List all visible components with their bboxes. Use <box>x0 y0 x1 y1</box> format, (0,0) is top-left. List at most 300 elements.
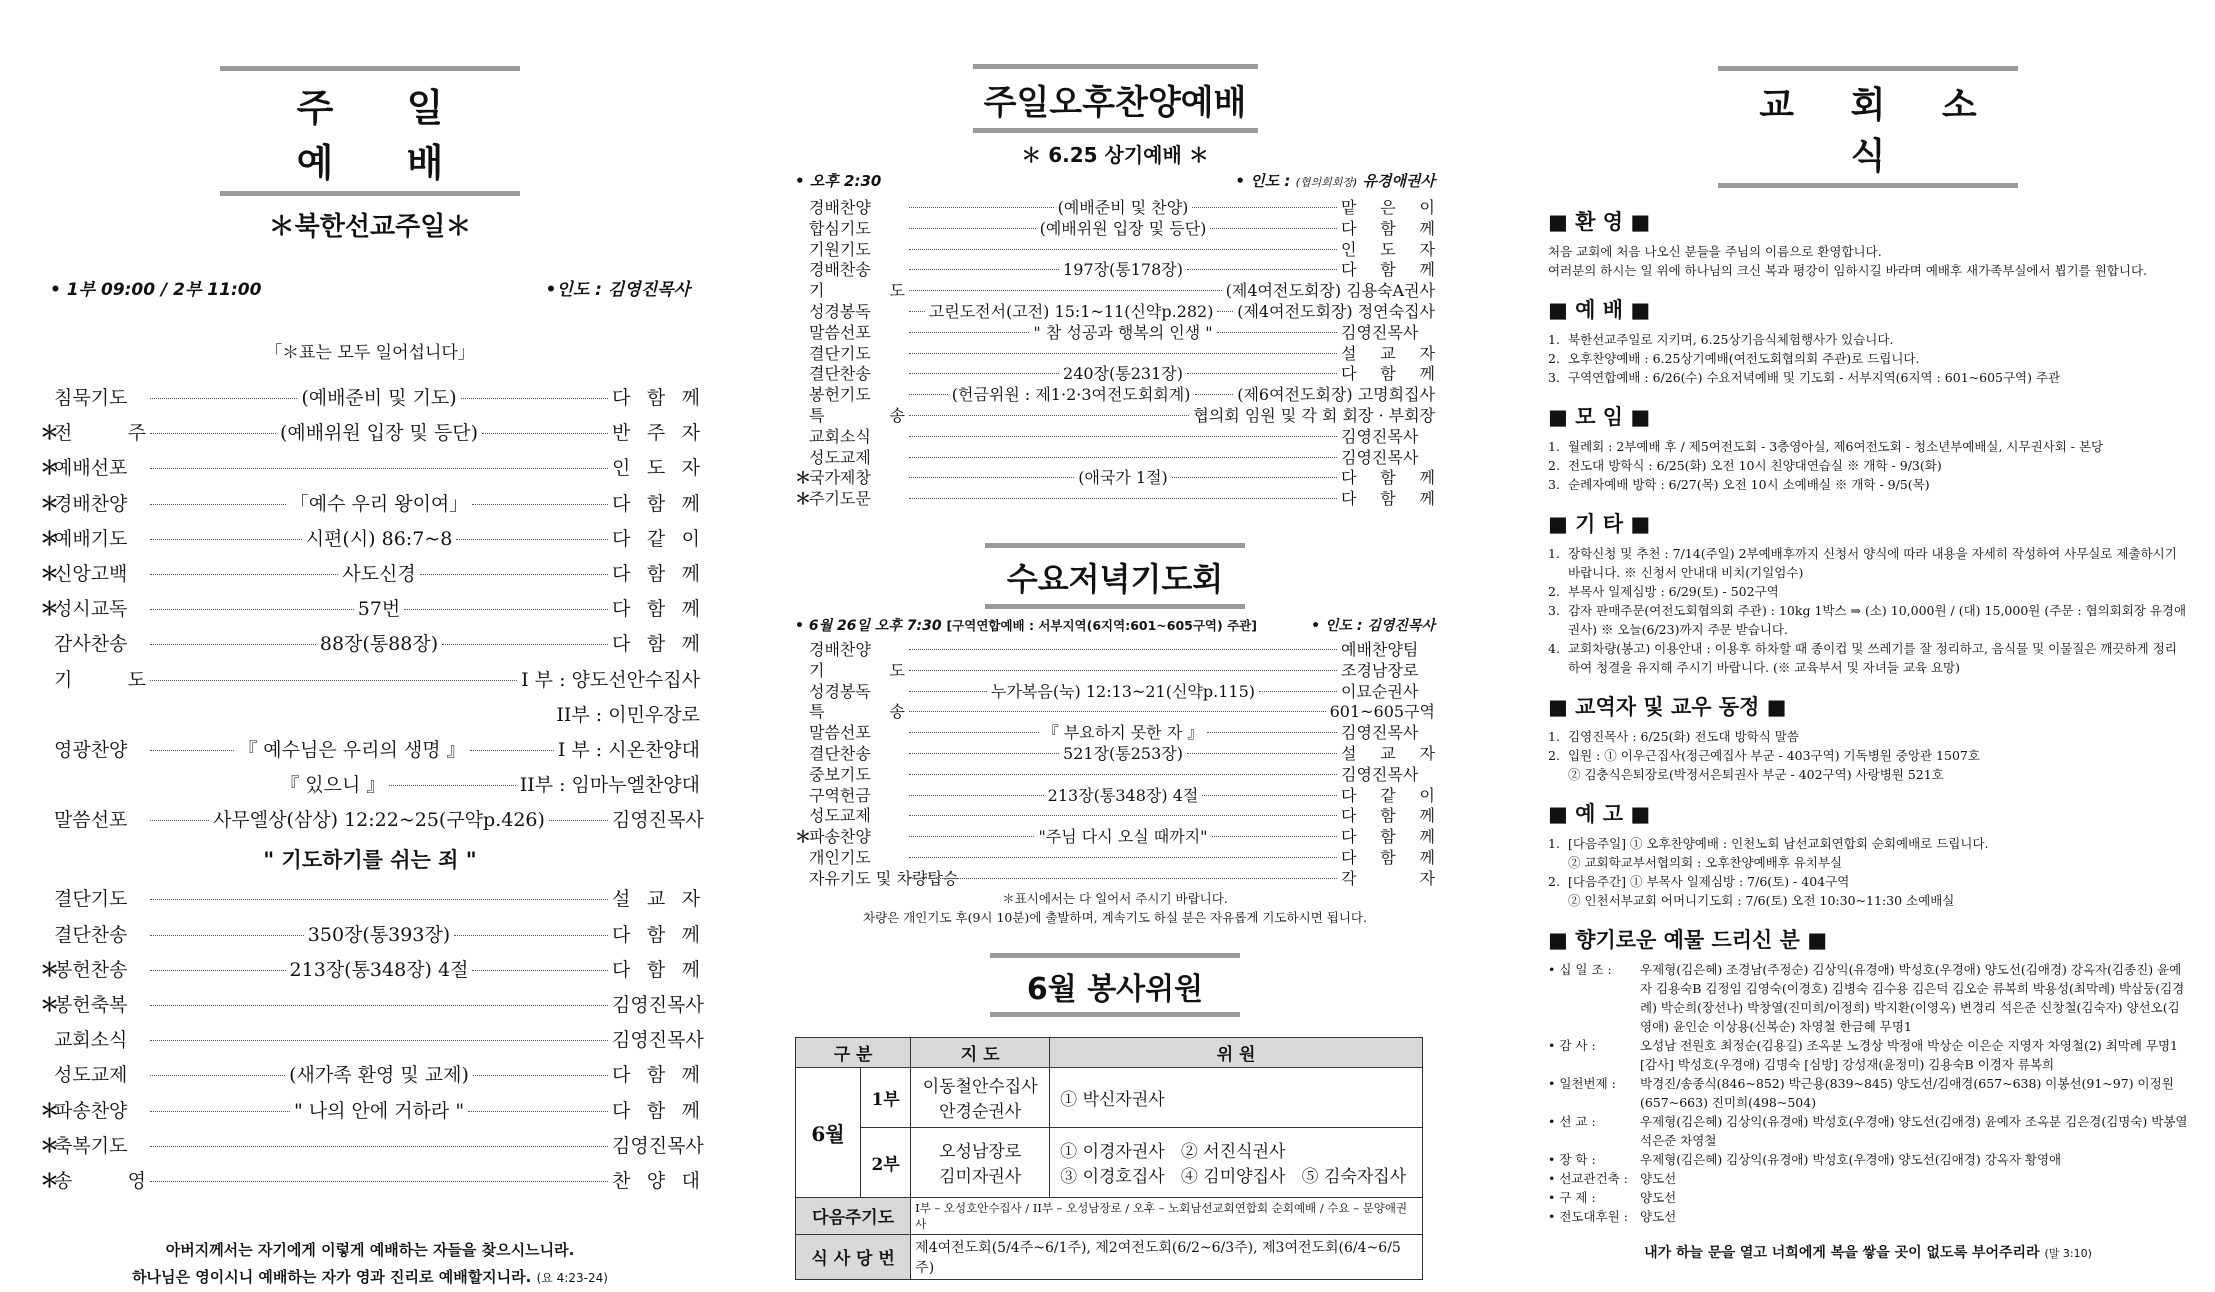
item-text: 박경진/송종식(846~852) 박근용(839~845) 양도선/김애경(657~638) 이봉선(91~97) 이정원(657~663) 진미희(498~504) <box>1640 1076 2174 1110</box>
leader-dots <box>1172 477 1337 478</box>
item-text: 전도대 방학식 : 6/25(화) 오전 10시 친양대연습실 ※ 개학 - 9/3(화) <box>1568 458 1942 473</box>
leader-dots <box>909 207 1054 208</box>
item-number: 1. <box>1548 729 1560 744</box>
leader-dots <box>549 820 608 821</box>
order-person: 김영진목사 <box>612 1134 704 1157</box>
order-label: 결단찬송 <box>809 743 871 763</box>
list-item <box>1548 368 2188 387</box>
stand-mark: ＊ <box>795 489 812 509</box>
leader-dots <box>1259 691 1337 692</box>
order-content: 「예수 우리 왕이여」 <box>289 492 469 515</box>
leader-dots <box>150 1005 608 1006</box>
order-row <box>40 1131 704 1166</box>
leader-dots <box>909 415 1189 416</box>
order-label: 특 송 <box>809 702 905 722</box>
leader-dots <box>909 753 1059 754</box>
item-text: 김영진목사 : 6/25(화) 전도대 방학식 말씀 <box>1568 729 1799 744</box>
order-person: II부 : 임마누엘찬양대 <box>519 774 701 797</box>
order-person: 설 교 자 <box>612 888 700 911</box>
order-person: 김영진목사 <box>1341 322 1419 342</box>
leader-dots <box>1187 269 1337 270</box>
leader-dots <box>909 457 1337 458</box>
order-content: 240장(통231장) <box>1063 364 1183 384</box>
table-row <box>796 1127 1423 1197</box>
order-person: 다 함 께 <box>612 923 701 946</box>
leader-dots <box>150 398 297 399</box>
leader-dots <box>909 732 1039 733</box>
leader-dots <box>150 609 354 610</box>
order-person: 다 함 께 <box>1341 468 1436 488</box>
notice-list <box>1548 834 2188 910</box>
order-content: " 나의 안에 거하라 " <box>293 1099 465 1122</box>
order-row <box>40 418 700 453</box>
item-text: 양도선 <box>1640 1171 1677 1186</box>
item-number: 1. <box>1548 439 1560 454</box>
item-number <box>1548 891 1568 910</box>
order-row <box>795 783 1435 804</box>
order-label: 봉헌찬송 <box>54 958 128 981</box>
order-person: 다 함 께 <box>612 562 701 585</box>
leader-dots <box>1202 795 1337 796</box>
leader-dots <box>909 249 1337 250</box>
offerings-list <box>1548 960 2188 1226</box>
item-number: 3. <box>1548 370 1560 385</box>
leader-dots <box>454 935 608 936</box>
order-row <box>40 805 704 840</box>
table-row <box>796 1234 1423 1279</box>
leader-dots <box>909 436 1337 437</box>
item-text: 감자 판매주문(여전도회협의회 주관) : 10kg 1박스 ⇒ (소) 10,000원 / (대) 15,000원 (주문 : 협의회회장 유경애권사) ※ 오늘(6/23)까지 주문 받습니다. <box>1568 603 2187 637</box>
list-item <box>1548 639 2188 677</box>
order-person: 반 주 자 <box>612 422 701 445</box>
order-person: 다 함 께 <box>612 633 700 656</box>
table-row <box>796 1197 1423 1234</box>
order-row <box>795 299 1435 320</box>
order-row <box>795 278 1435 299</box>
leader-dots <box>909 394 948 395</box>
item-text: 순례자예배 방학 : 6/27(목) 오전 10시 소예배실 ※ 개학 - 9/5(목) <box>1568 477 1930 492</box>
order-row <box>40 453 700 488</box>
staff-news-list <box>1548 727 2188 784</box>
order-content: 213장(통348장) 4절 <box>1047 785 1199 805</box>
part-2-lead-1: 오성남장로 <box>939 1142 1022 1163</box>
order-row <box>795 824 1435 845</box>
leader-dots <box>1210 228 1337 229</box>
column-church-news <box>1548 0 2188 1262</box>
order-row <box>40 770 700 805</box>
leader-dots <box>1187 753 1337 754</box>
order-person: 다 같 이 <box>1341 785 1435 805</box>
list-item <box>1548 727 2188 746</box>
meal-duty-label: 식 사 당 번 <box>796 1234 911 1279</box>
list-item <box>1548 872 2188 891</box>
order-person: 찬 양 대 <box>612 1169 700 1192</box>
list-item <box>1548 1036 2188 1074</box>
leader-dots <box>1217 311 1233 312</box>
order-row <box>795 195 1435 216</box>
order-row <box>795 424 1435 445</box>
next-week-value: I부 – 오성호안수집사 / II부 – 오성남장로 / 오후 – 노회남선교회연합회 순회예배 / 수요 – 문양애권사 <box>911 1197 1423 1234</box>
leader-dots <box>1192 207 1337 208</box>
item-text: 북한선교주일로 지키며, 6.25상기음식체험행사가 있습니다. <box>1568 332 1894 347</box>
sermon-title: " 기도하기를 쉬는 죄 " <box>263 848 477 873</box>
table-row <box>796 1067 1423 1127</box>
stand-mark: ＊ <box>40 994 60 1016</box>
leader-dots <box>150 574 338 575</box>
leader-dots <box>442 644 608 645</box>
sunday-meta <box>40 275 700 300</box>
list-item <box>1548 853 2188 872</box>
section-welcome: ■ 환 영 ■ <box>1548 210 1651 234</box>
leader-dots <box>1212 836 1337 837</box>
sunday-leader: •인도 : 김영진목사 <box>545 280 690 300</box>
order-label: 성경봉독 <box>809 301 871 321</box>
part-2-members-2: ③ 이경호집사 ④ 김미양집사 ⑤ 김숙자집사 <box>1060 1167 1407 1188</box>
item-text: ② 교회학교부서협의회 : 오후찬양예배후 유치부실 <box>1568 855 1843 870</box>
order-row <box>40 559 700 594</box>
order-row <box>795 658 1435 679</box>
order-person: 다 함 께 <box>612 387 701 409</box>
order-content: (예배준비 및 찬양) <box>1057 198 1189 217</box>
wednesday-notes <box>795 889 1435 927</box>
order-row <box>40 1096 700 1131</box>
order-person: 설 교 자 <box>1341 743 1435 763</box>
order-content: 사무엘상(삼상) 12:22~25(구약p.426) <box>213 809 545 832</box>
order-content: 57번 <box>357 598 401 621</box>
etc-list <box>1548 544 2188 677</box>
order-person: 다 함 께 <box>1341 364 1435 384</box>
item-text: 교회차량(봉고) 이용안내 : 이용후 하차할 때 종이컵 및 쓰레기를 잘 정리하고, 음식물 및 이물질은 깨끗하게 정리하여 청결을 유지해 주시기 바랍니다. (※ 교육부서 및 자녀들 교육 요망) <box>1568 641 2177 675</box>
leader-dots <box>1207 732 1337 733</box>
meal-duty-value: 제4여전도회(5/4주~6/1주), 제2여전도회(6/2~6/3주), 제3여전도회(6/4~6/5주) <box>911 1234 1423 1279</box>
item-text: 오후찬양예배 : 6.25상기예배(여전도회협의회 주관)로 드립니다. <box>1568 351 1920 366</box>
leader-dots <box>150 935 304 936</box>
item-number: 3. <box>1548 603 1560 618</box>
order-label: 결단찬송 <box>54 923 128 946</box>
leader-dots <box>909 269 1059 270</box>
order-content: (새가족 환영 및 교제) <box>289 1064 469 1087</box>
afternoon-subtitle: ＊ 6.25 상기예배 ＊ <box>1021 143 1209 167</box>
afternoon-leader-name: 유경애권사 <box>1362 172 1435 190</box>
order-label: 성도교제 <box>809 806 871 826</box>
leader-dots <box>150 1111 290 1112</box>
order-person: 다 함 께 <box>612 1064 700 1087</box>
leader-dots <box>909 774 1337 775</box>
order-person: 이묘순권사 <box>1341 681 1419 701</box>
item-text: 양도선 <box>1640 1209 1677 1224</box>
list-item <box>1548 765 2188 784</box>
part-1-lead-2: 안경순권사 <box>939 1102 1022 1123</box>
leader-dots <box>150 468 608 469</box>
part-1-cell: 1부 <box>861 1067 911 1127</box>
item-number: 2. <box>1548 874 1560 889</box>
leader-dots <box>420 574 608 575</box>
list-item <box>1548 544 2188 582</box>
order-content: (예배위원 입장 및 등단) <box>1039 218 1207 238</box>
order-person: 다 같 이 <box>612 527 701 550</box>
welcome-line-1: 처음 교회에 처음 나오신 분들을 주님의 이름으로 환영합니다. <box>1548 244 1882 259</box>
stand-mark: ＊ <box>40 1099 60 1122</box>
afternoon-leader <box>1235 170 1435 191</box>
order-row <box>40 920 700 955</box>
sunday-order-list-2 <box>40 884 704 1201</box>
item-number: 2. <box>1548 748 1560 763</box>
item-number: 2. <box>1548 351 1560 366</box>
item-text: ② 김충식은퇴장로(박정서은퇴권사 부군 - 402구역) 사랑병원 521호 <box>1568 767 1944 782</box>
order-person: (제4여전도회장) 정연숙집사 <box>1237 301 1436 321</box>
order-label: 특 송 <box>809 405 905 425</box>
item-number: 2. <box>1548 458 1560 473</box>
section-worship: ■ 예 배 ■ <box>1548 298 1651 322</box>
section-meetings: ■ 모 임 ■ <box>1548 405 1651 429</box>
order-row <box>40 594 700 629</box>
leader-dots <box>472 970 608 971</box>
order-person: 다 함 께 <box>612 1099 700 1122</box>
order-label: 경배찬양 <box>809 639 871 659</box>
order-label: 개인기도 <box>809 847 871 867</box>
order-label: 경배찬양 <box>809 198 871 217</box>
afternoon-leader-prefix: • 인도 : <box>1235 172 1296 190</box>
list-item <box>1548 746 2188 765</box>
order-person: 김영진목사 <box>1341 764 1419 784</box>
list-item <box>1548 834 2188 853</box>
order-row <box>795 762 1435 783</box>
item-text: 입원 : ① 이우근집사(정근예집사 부군 - 403구역) 기독병원 중앙관 1507호 <box>1568 748 1980 763</box>
list-item <box>1548 1169 2188 1188</box>
order-person: 김영진목사 <box>612 809 704 832</box>
leader-dots <box>150 820 209 821</box>
order-label: 중보기도 <box>809 764 871 784</box>
item-number: 4. <box>1548 641 1560 656</box>
worship-news-list <box>1548 330 2188 387</box>
church-news-title: 교 회 소 식 <box>1718 66 2018 188</box>
order-person: 협의회 임원 및 각 회 회장 · 부회장 <box>1193 405 1435 425</box>
order-label: 축복기도 <box>54 1134 128 1157</box>
stand-mark: ＊ <box>40 492 60 515</box>
order-row <box>40 1060 700 1095</box>
order-label: 구역헌금 <box>809 785 871 805</box>
order-label: 침묵기도 <box>54 387 128 409</box>
item-number: 2. <box>1548 584 1560 599</box>
leader-dots <box>909 477 1074 478</box>
order-row <box>795 465 1435 486</box>
order-row <box>795 445 1435 466</box>
order-label: 주기도문 <box>809 489 871 509</box>
item-number: • 감 사 : <box>1548 1038 1596 1053</box>
leader-dots <box>1187 373 1337 374</box>
stand-mark: ＊ <box>40 422 60 445</box>
order-row <box>40 665 700 700</box>
leader-dots <box>150 1040 608 1041</box>
part-2-lead <box>911 1127 1050 1197</box>
item-number: • 선교관건축 : <box>1548 1171 1628 1186</box>
list-item <box>1548 437 2188 456</box>
leader-dots <box>470 750 554 751</box>
stand-mark: ＊ <box>40 1169 60 1192</box>
order-row <box>795 741 1435 762</box>
leader-dots <box>473 1075 608 1076</box>
order-label: 예배선포 <box>54 457 128 480</box>
sunday-order-list <box>40 383 704 840</box>
leader-dots <box>909 373 1059 374</box>
leader-dots <box>404 609 608 610</box>
order-row <box>40 524 700 559</box>
order-label: 교회소식 <box>809 426 871 446</box>
wednesday-time-text: • 6월 26일 오후 7:30 <box>795 617 942 634</box>
order-content: 『 있으니 』 <box>280 774 386 797</box>
order-content: 고린도전서(고전) 15:1~11(신약p.282) <box>928 301 1214 321</box>
list-item <box>1548 475 2188 494</box>
order-label: 성도교제 <box>54 1064 128 1087</box>
order-content: (예배준비 및 기도) <box>301 387 457 409</box>
order-content: "주님 다시 오실 때까지" <box>1038 827 1208 847</box>
th-members: 위 원 <box>1050 1037 1423 1067</box>
item-number: • 십 일 조 : <box>1548 962 1612 977</box>
leader-dots <box>909 290 1222 291</box>
order-row <box>795 382 1435 403</box>
welcome-line-2: 여러분의 하시는 일 위에 하나님의 크신 복과 평강이 임하시길 바라며 예배후 새가족부실에서 뵙기를 원합니다. <box>1548 263 2148 278</box>
leader-dots <box>1217 332 1337 333</box>
leader-dots <box>909 878 1337 879</box>
verse-block <box>40 1237 700 1292</box>
list-item <box>1548 891 2188 910</box>
order-person: 다 함 께 <box>1341 806 1435 826</box>
item-text: 장학신청 및 추천 : 7/14(주일) 2부예배후까지 신청서 양식에 따라 내용을 자세히 작성하여 사무실로 제출하시기 바랍니다. ※ 신청서 안내대 비치(기일엄수) <box>1568 546 2177 580</box>
order-row <box>795 699 1435 720</box>
order-label: 합심기도 <box>809 218 871 238</box>
verse-line-2-text: 하나님은 영이시니 예배하는 자가 영과 진리로 예배할지니라. <box>132 1268 532 1287</box>
leader-dots <box>150 970 286 971</box>
stand-mark: ＊ <box>40 527 60 550</box>
item-text: 구역연합예배 : 6/26(수) 수요저녁예배 및 기도회 - 서부지역(6지역 : 601~605구역) 주관 <box>1568 370 2061 385</box>
order-row <box>795 257 1435 278</box>
order-row <box>40 990 704 1025</box>
leader-dots <box>150 539 302 540</box>
order-person: 김영진목사 <box>612 1029 704 1052</box>
leader-dots <box>150 899 608 900</box>
order-row <box>40 489 700 524</box>
order-label: 감사찬송 <box>54 633 128 656</box>
leader-dots <box>909 691 987 692</box>
stand-mark: ＊ <box>40 598 60 621</box>
order-row <box>795 216 1435 237</box>
order-person: 다 함 께 <box>1341 218 1436 238</box>
leader-dots <box>150 1181 608 1182</box>
section-offerings: ■ 향기로운 예물 드리신 분 ■ <box>1548 928 1828 952</box>
order-label: 결단기도 <box>54 888 128 911</box>
column-afternoon-worship <box>795 0 1435 1280</box>
stand-mark: ＊ <box>795 827 812 847</box>
part-1-members: ① 박신자권사 <box>1050 1067 1423 1127</box>
order-row <box>795 845 1435 866</box>
wednesday-union: [구역연합예배 : 서부지역(6지역:601~605구역) 주관] <box>946 617 1257 633</box>
order-row <box>795 720 1435 741</box>
order-person: 다 함 께 <box>1341 827 1435 847</box>
order-row <box>40 700 700 735</box>
item-number: • 구 제 : <box>1548 1190 1596 1205</box>
list-item <box>1548 1074 2188 1112</box>
order-label: 말씀선포 <box>54 809 128 832</box>
order-content: 521장(통253장) <box>1063 743 1183 763</box>
list-item <box>1548 582 2188 601</box>
order-label: 기원기도 <box>809 239 871 259</box>
order-row <box>40 955 700 990</box>
table-header-row <box>796 1037 1423 1067</box>
order-content: 사도신경 <box>342 562 416 585</box>
item-text: [다음주간] ① 부목사 일제심방 : 7/6(토) - 404구역 <box>1568 874 1850 889</box>
order-person: I 부 : 양도선안수집사 <box>521 668 700 691</box>
order-label: 경배찬양 <box>54 492 128 515</box>
leader-dots <box>389 785 515 786</box>
leader-dots <box>909 836 1034 837</box>
order-row <box>795 866 1435 887</box>
order-row <box>40 1025 704 1060</box>
leader-dots <box>909 795 1044 796</box>
order-label: 말씀선포 <box>809 723 871 743</box>
order-person: 예배찬양팀 <box>1341 639 1419 659</box>
item-number: 3. <box>1548 477 1560 492</box>
order-row <box>795 320 1435 341</box>
order-content: 『 부요하지 못한 자 』 <box>1042 723 1204 743</box>
item-text: 우제형(김은혜) 조경남(주정순) 김상익(유경애) 박성호(우경애) 양도선(김애경) 강옥자(김종진) 윤예자 김용숙B 김정임 김영숙(이경호) 김병숙 김수용 김은덕 김오순 류복희 박용성(최막례) 박삼둥(김경례) 박순희(장선나) 박창열(진미희/이정희) 박지환(이영옥) 변경리 석은준 신창철(김숙자) 양선오(김영애) 윤인순 이상용(신복순) 차영철 한금혜 무명1 <box>1640 962 2185 1034</box>
item-number: • 선 교 : <box>1548 1114 1596 1129</box>
order-label: 성경봉독 <box>809 681 871 701</box>
order-content: 누가복음(눅) 12:13~21(신약p.115) <box>991 681 1255 701</box>
wednesday-meta <box>795 615 1435 635</box>
order-content: 197장(통178장) <box>1063 260 1183 280</box>
leader-dots <box>909 857 1337 858</box>
order-label: 결단찬송 <box>809 364 871 384</box>
wednesday-note-2: 차량은 개인기도 후(9시 10분)에 출발하며, 계속기도 하실 분은 자유롭게 기도하시면 됩니다. <box>863 909 1367 925</box>
order-content: 213장(통348장) 4절 <box>289 958 469 981</box>
list-item <box>1548 960 2188 1036</box>
order-row <box>40 1166 700 1201</box>
order-label: 국가제창 <box>809 468 871 488</box>
order-person: (제6여전도회장) 고명희집사 <box>1237 385 1435 405</box>
order-person: 다 함 께 <box>1341 260 1435 280</box>
order-row <box>795 637 1435 658</box>
order-row <box>40 629 700 664</box>
order-row <box>795 361 1435 382</box>
afternoon-leader-role: (협의회회장) <box>1295 176 1358 189</box>
order-content: (애국가 1절) <box>1078 468 1168 488</box>
order-person: 김영진목사 <box>1341 426 1419 446</box>
order-row <box>795 403 1435 424</box>
item-number: 1. <box>1548 332 1560 347</box>
order-person: 김영진목사 <box>1341 723 1419 743</box>
order-label: 신앙고백 <box>54 562 128 585</box>
order-content: 350장(통393장) <box>307 923 451 946</box>
afternoon-meta <box>795 170 1435 191</box>
closing-verse-text: 내가 하늘 문을 열고 너희에게 복을 쌓을 곳이 없도록 부어주리라 <box>1644 1245 2040 1261</box>
stand-mark: ＊ <box>40 1134 60 1157</box>
list-item <box>1548 1188 2188 1207</box>
section-notice: ■ 예 고 ■ <box>1548 802 1651 826</box>
order-content: 88장(통88장) <box>319 633 439 656</box>
list-item <box>1548 601 2188 639</box>
order-label: 성시교독 <box>54 598 128 621</box>
part-2-members-1: ① 이경자권사 ② 서진식권사 <box>1060 1142 1286 1163</box>
sunday-worship-title: 주 일 예 배 <box>220 66 520 196</box>
section-etc: ■ 기 타 ■ <box>1548 512 1651 536</box>
order-label: 예배기도 <box>54 527 128 550</box>
order-label: 영광찬양 <box>54 738 128 761</box>
wednesday-order-list <box>795 637 1435 887</box>
column-sunday-worship <box>40 0 704 1292</box>
order-person: 설 교 자 <box>1341 343 1435 363</box>
leader-dots <box>482 433 608 434</box>
order-person: 다 함 께 <box>1341 489 1435 509</box>
